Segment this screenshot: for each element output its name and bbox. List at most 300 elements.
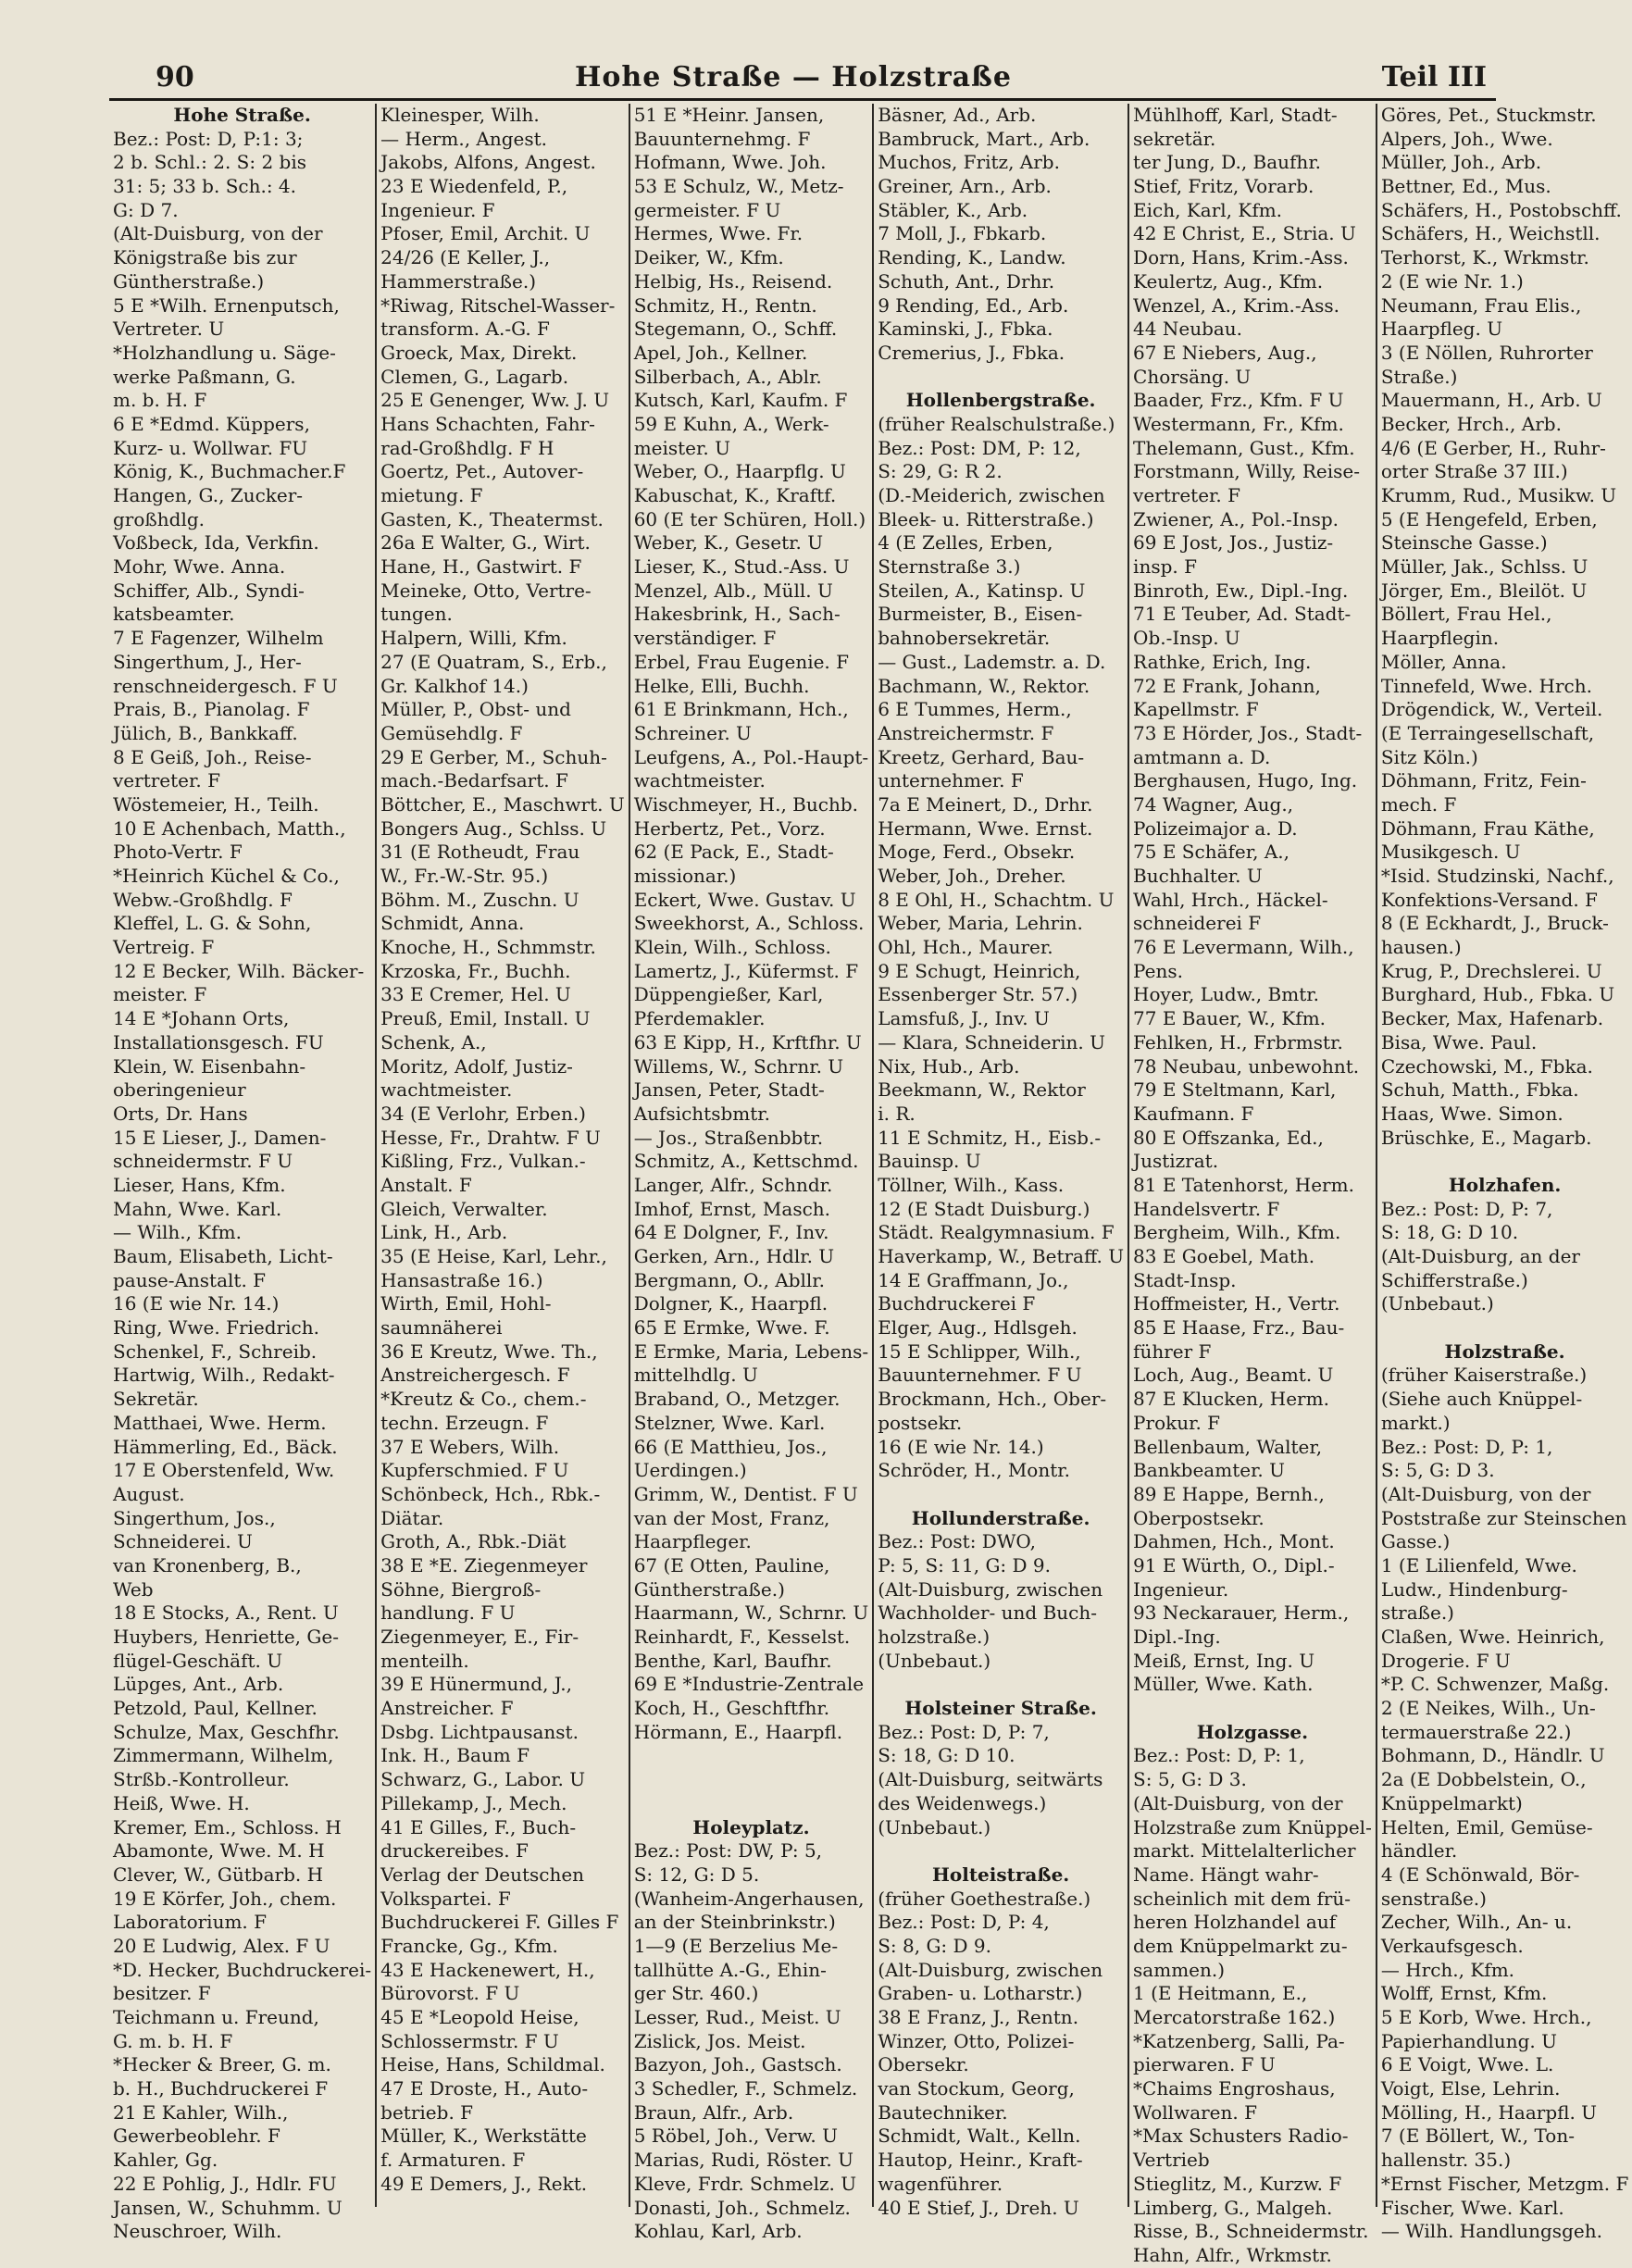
entry-line: 7a E Meinert, D., Drhr.	[878, 792, 1093, 816]
entry-line: Thelemann, Gust., Kfm.	[1133, 436, 1355, 459]
entry-line: Pens.	[1133, 959, 1183, 982]
entry-line: Bambruck, Mart., Arb.	[878, 127, 1090, 150]
entry-line: Preuß, Emil, Install. U	[380, 1007, 591, 1030]
entry-line: Schneiderei. U	[113, 1530, 253, 1553]
entry-line: W., Fr.-W.-Str. 95.)	[380, 865, 549, 887]
entry-line: 8 (E Eckhardt, J., Bruck-	[1380, 912, 1609, 935]
entry-line: Becker, Max, Hafenarb.	[1380, 1007, 1604, 1030]
entry-line: 15 E Schlipper, Wilh.,	[878, 1340, 1081, 1363]
entry-line: ter Jung, D., Baufhr.	[1133, 151, 1322, 174]
entry-line: Limberg, G., Malgeh.	[1133, 2196, 1333, 2219]
entry-line: P: 5, S: 11, G: D 9.	[878, 1553, 1051, 1576]
column-1	[109, 104, 375, 2243]
entry-line: Bez.: Post: D, P: 7,	[1380, 1197, 1553, 1220]
entry-line: *D. Hecker, Buchdruckerei-	[113, 1958, 372, 1981]
entry-line: Meineke, Otto, Vertre-	[380, 579, 592, 602]
entry-line: tungen.	[380, 603, 453, 626]
entry-line: König, K., Buchmacher.F	[113, 460, 346, 483]
entry-line: Wolff, Ernst, Kfm.	[1380, 1982, 1548, 2005]
entry-line: Möller, Anna.	[1380, 650, 1507, 673]
entry-line: Justizrat.	[1133, 1150, 1219, 1173]
entry-line: Clever, W., Gütbarb. H	[113, 1863, 324, 1886]
entry-line: mach.-Bedarfsart. F	[380, 769, 568, 792]
entry-line: Marias, Rudi, Röster. U	[633, 2149, 853, 2172]
entry-line: Bisa, Wwe. Paul.	[1380, 1030, 1538, 1053]
entry-line: 4/6 (E Gerber, H., Ruhr-	[1380, 436, 1606, 459]
entry-line: 67 (E Otten, Pauline,	[633, 1553, 830, 1576]
entry-line: 63 E Kipp, H., Krftfhr. U	[633, 1030, 862, 1053]
entry-line: Diätar.	[380, 1506, 444, 1529]
entry-line: S: 29, G: R 2.	[878, 460, 1003, 483]
entry-line: Hämmerling, Ed., Bäck.	[113, 1435, 338, 1458]
entry-line: Terhorst, K., Wrkmstr.	[1380, 246, 1589, 269]
entry-line: Schifferstraße.)	[1380, 1268, 1528, 1291]
entry-line: 53 E Schulz, W., Metz-	[633, 175, 844, 198]
entry-line: Zislick, Jos. Meist.	[633, 2029, 806, 2052]
directory-columns	[109, 104, 1629, 2266]
entry-line: Hammerstraße.)	[380, 269, 537, 293]
entry-line: — Herm., Angest.	[380, 127, 548, 150]
entry-line: 93 Neckarauer, Herm.,	[1133, 1601, 1350, 1625]
entry-line: Anstreicher. F	[380, 1697, 514, 1720]
entry-line: 18 E Stocks, A., Rent. U	[113, 1601, 339, 1625]
entry-line: Schenk, A.,	[380, 1030, 487, 1053]
entry-line: *Hecker & Breer, G. m.	[113, 2053, 331, 2076]
entry-line: 47 E Droste, H., Auto-	[380, 2077, 589, 2100]
entry-line: 44 Neubau.	[1133, 318, 1243, 341]
entry-line: Anstreichermstr. F	[878, 721, 1054, 744]
entry-line: m. b. H. F	[113, 389, 207, 412]
entry-line: Schmidt, Walt., Kelln.	[878, 2125, 1081, 2148]
entry-line: (Wanheim-Angerhausen,	[633, 1887, 865, 1910]
street-heading: Holzgasse.	[1196, 1720, 1309, 1743]
entry-line: 35 (E Heise, Karl, Lehr.,	[380, 1245, 607, 1267]
entry-line: Kreetz, Gerhard, Bau-	[878, 745, 1085, 768]
entry-line: *Holzhandlung u. Säge-	[113, 341, 336, 364]
entry-line: 71 E Teuber, Ad. Stadt-	[1133, 603, 1352, 626]
entry-line: Name. Hängt wahr-	[1133, 1863, 1319, 1886]
entry-line: 17 E Oberstenfeld, Ww.	[113, 1459, 335, 1482]
entry-line: Uerdingen.)	[633, 1459, 747, 1482]
entry-line: *Max Schusters Radio-	[1133, 2125, 1349, 2148]
entry-line: 19 E Körfer, Joh., chem.	[113, 1887, 337, 1910]
entry-line: wagenführer.	[878, 2172, 1003, 2195]
entry-line: (E Terraingesellschaft,	[1380, 721, 1595, 744]
entry-line: Burmeister, B., Eisen-	[878, 603, 1083, 626]
entry-line: Beekmann, W., Rektor	[878, 1078, 1086, 1102]
entry-line: Drögendick, W., Verteil.	[1380, 698, 1603, 721]
entry-line: Benthe, Karl, Baufhr.	[633, 1649, 832, 1672]
entry-line: Straße.)	[1380, 365, 1458, 388]
entry-line: Alpers, Joh., Wwe.	[1380, 127, 1553, 150]
entry-line: Dahmen, Hch., Mont.	[1133, 1530, 1335, 1553]
entry-line: 42 E Christ, E., Stria. U	[1133, 222, 1356, 245]
entry-line: Wenzel, A., Krim.-Ass.	[1133, 293, 1339, 317]
entry-line: Weber, O., Haarpflg. U	[633, 460, 846, 483]
entry-line: S: 8, G: D 9.	[878, 1934, 991, 1957]
entry-line: Silberbach, A., Ablr.	[633, 365, 822, 388]
entry-line: Krzoska, Fr., Buchh.	[380, 959, 571, 982]
entry-line: Weber, K., Gesetr. U	[633, 531, 824, 555]
entry-line: sekretär.	[1133, 127, 1216, 150]
entry-line: händler.	[1380, 1839, 1458, 1863]
entry-line: Sekretär.	[113, 1388, 199, 1411]
entry-line: Zecher, Wilh., An- u.	[1380, 1911, 1573, 1934]
entry-line: Lamsfuß, J., Inv. U	[878, 1007, 1050, 1030]
column-3	[629, 104, 873, 2243]
entry-line: Müller, P., Obst- und	[380, 698, 571, 721]
entry-line: Herbertz, Pet., Vorz.	[633, 816, 826, 840]
entry-line: Hangen, G., Zucker-	[113, 484, 304, 506]
entry-line: orter Straße 37 III.)	[1380, 460, 1568, 483]
entry-line: straße.)	[1380, 1601, 1454, 1625]
entry-line: Haarpfleg. U	[1380, 318, 1503, 341]
entry-line	[878, 1673, 1124, 1697]
entry-line: Bäsner, Ad., Arb.	[878, 104, 1037, 126]
street-heading: Holteistraße.	[931, 1863, 1070, 1886]
entry-line: 91 E Würth, O., Dipl.-	[1133, 1553, 1335, 1576]
entry-line: Jansen, W., Schuhmm. U	[113, 2196, 343, 2219]
entry-line: Stelzner, Wwe. Karl.	[633, 1411, 826, 1434]
entry-line: 2 b. Schl.: 2. S: 2 bis	[113, 151, 307, 174]
entry-line: Böttcher, E., Maschwrt. U	[380, 792, 625, 816]
entry-line: Schreiner. U	[633, 721, 752, 744]
entry-line: Aufsichtsbmtr.	[633, 1102, 770, 1125]
entry-line: Knüppelmarkt)	[1380, 1791, 1523, 1814]
entry-line: Singerthum, J., Her-	[113, 650, 302, 673]
entry-line: S: 18, G: D 10.	[1380, 1221, 1519, 1244]
entry-line: Matthaei, Wwe. Herm.	[113, 1411, 327, 1434]
entry-line: senstraße.)	[1380, 1887, 1487, 1910]
entry-line: Grimm, W., Dentist. F U	[633, 1482, 858, 1505]
street-heading: Hohe Straße.	[173, 104, 311, 126]
entry-line: Sweekhorst, A., Schloss.	[633, 912, 865, 935]
entry-line: Dolgner, K., Haarpfl.	[633, 1292, 828, 1315]
entry-line: 85 E Haase, Frz., Bau-	[1133, 1316, 1345, 1340]
entry-line: Handelsvertr. F	[1133, 1197, 1280, 1220]
street-heading: Holsteiner Straße.	[904, 1697, 1097, 1720]
entry-line	[1133, 1697, 1372, 1721]
entry-line: 69 E Jost, Jos., Justiz-	[1133, 531, 1334, 555]
entry-line: Gemüsehdlg. F	[380, 721, 523, 744]
entry-line	[634, 1792, 869, 1816]
entry-line: druckereibes. F	[380, 1839, 529, 1863]
entry-line: Poststraße zur Steinschen	[1380, 1506, 1627, 1529]
entry-line: mech. F	[1380, 792, 1457, 816]
entry-line: Eich, Karl, Kfm.	[1133, 198, 1283, 221]
entry-line: *P. C. Schwenzer, Maßg.	[1380, 1673, 1610, 1696]
entry-line: S: 5, G: D 3.	[1133, 1768, 1247, 1791]
entry-line: 25 E Genenger, Ww. J. U	[380, 389, 610, 412]
entry-line: Brüschke, E., Magarb.	[1380, 1126, 1592, 1149]
entry-line: Bleek- u. Ritterstraße.)	[878, 507, 1094, 530]
entry-line: Elger, Aug., Hdlsgeh.	[878, 1316, 1078, 1340]
street-heading: Hollenbergstraße.	[905, 389, 1096, 412]
entry-line: Rathke, Erich, Ing.	[1133, 650, 1312, 673]
entry-line: 81 E Tatenhorst, Herm.	[1133, 1173, 1354, 1196]
entry-line: 2 (E wie Nr. 1.)	[1380, 269, 1524, 293]
entry-line: vertreter. F	[1133, 484, 1241, 506]
entry-line: Verlag der Deutschen	[380, 1863, 585, 1886]
entry-line: 31 (E Rotheudt, Frau	[380, 841, 580, 864]
entry-line: 10 E Achenbach, Matth.,	[113, 816, 346, 840]
entry-line: Städt. Realgymnasium. F	[878, 1221, 1115, 1244]
entry-line: Neumann, Frau Elis.,	[1380, 293, 1582, 317]
entry-line: Sitz Köln.)	[1380, 745, 1478, 768]
entry-line: 20 E Ludwig, Alex. F U	[113, 1934, 330, 1957]
entry-line: Burghard, Hub., Fbka. U	[1380, 983, 1615, 1006]
entry-line: (früher Realschulstraße.)	[878, 412, 1115, 435]
entry-line: Schwarz, G., Labor. U	[380, 1768, 586, 1791]
entry-line: Anstreichergesch. F	[380, 1364, 570, 1387]
entry-line: 3 (E Nöllen, Ruhrorter	[1380, 341, 1593, 364]
entry-line: Schenkel, F., Schreib.	[113, 1340, 318, 1363]
entry-line: Helbig, Hs., Reisend.	[633, 269, 833, 293]
entry-line: Stadt-Insp.	[1133, 1268, 1237, 1291]
entry-line: 80 E Offszanka, Ed.,	[1133, 1126, 1324, 1149]
entry-line	[634, 1744, 869, 1768]
entry-line: Berghausen, Hugo, Ing.	[1133, 769, 1358, 792]
entry-line: 21 E Kahler, Wilh.,	[113, 2100, 289, 2124]
entry-line: Bettner, Ed., Mus.	[1380, 175, 1551, 198]
entry-line: 12 (E Stadt Duisburg.)	[878, 1197, 1090, 1220]
entry-line: Lüpges, Ant., Arb.	[113, 1673, 284, 1696]
entry-line: Buchdruckerei F. Gilles F	[380, 1911, 619, 1934]
entry-line: Imhof, Ernst, Masch.	[633, 1197, 831, 1220]
entry-line: 61 E Brinkmann, Hch.,	[633, 698, 849, 721]
entry-line: Apel, Joh., Kellner.	[633, 341, 808, 364]
entry-line: (früher Kaiserstraße.)	[1380, 1364, 1588, 1387]
entry-line: Becker, Hrch., Arb.	[1380, 412, 1562, 435]
entry-line: Ziegenmeyer, E., Fir-	[380, 1626, 579, 1648]
entry-line: August.	[113, 1482, 185, 1505]
entry-line: vertreter. F	[113, 769, 220, 792]
entry-line: 37 E Webers, Wilh.	[380, 1435, 560, 1458]
entry-line: Oberpostsekr.	[1133, 1506, 1264, 1529]
entry-line: (Unbebaut.)	[1380, 1292, 1494, 1315]
entry-line: Bongers Aug., Schlss. U	[380, 816, 607, 840]
entry-line: 6 E *Edmd. Küppers,	[113, 412, 310, 435]
entry-line: Kupferschmied. F U	[380, 1459, 569, 1482]
entry-line: Bürovorst. F U	[380, 1982, 520, 2005]
entry-line: Bez.: Post: D, P: 1,	[1380, 1435, 1553, 1458]
entry-line: Steilen, A., Katinsp. U	[878, 579, 1086, 602]
entry-line: Wirth, Emil, Hohl-	[380, 1292, 552, 1315]
entry-line: Haarpfleger.	[633, 1530, 752, 1553]
entry-line: van Kronenberg, B.,	[113, 1553, 302, 1576]
entry-line: 34 (E Verlohr, Erben.)	[380, 1102, 586, 1125]
column-4	[872, 104, 1127, 2219]
entry-line: Kutsch, Karl, Kaufm. F	[633, 389, 848, 412]
entry-line: menteilh.	[380, 1649, 469, 1672]
entry-line: 66 (E Matthieu, Jos.,	[633, 1435, 828, 1458]
entry-line: Schulze, Max, Geschfhr.	[113, 1720, 340, 1743]
entry-line: Claßen, Wwe. Heinrich,	[1380, 1626, 1605, 1648]
entry-line: Musikgesch. U	[1380, 841, 1521, 864]
entry-line: 5 Röbel, Joh., Verw. U	[633, 2125, 838, 2148]
entry-line: Prais, B., Pianolag. F	[113, 698, 310, 721]
entry-line: Prokur. F	[1133, 1411, 1221, 1434]
entry-line	[634, 1768, 869, 1792]
entry-line: Bellenbaum, Walter,	[1133, 1435, 1323, 1458]
entry-line: Döhmann, Fritz, Fein-	[1380, 769, 1587, 792]
entry-line: 16 (E wie Nr. 14.)	[113, 1292, 280, 1315]
entry-line: — Wilh., Kfm.	[113, 1221, 242, 1244]
entry-line: mittelhdlg. U	[633, 1364, 758, 1387]
entry-line: Heiß, Wwe. H.	[113, 1791, 250, 1814]
entry-line: Müller, Wwe. Kath.	[1133, 1673, 1314, 1696]
entry-line: Hakesbrink, H., Sach-	[633, 603, 841, 626]
entry-line: 39 E Hünermund, J.,	[380, 1673, 572, 1696]
entry-line: Vertrieb	[1133, 2149, 1210, 2172]
entry-line: S: 5, G: D 3.	[1380, 1459, 1495, 1482]
entry-line: Willems, W., Schrnr. U	[633, 1054, 844, 1078]
entry-line: Hermann, Wwe. Ernst.	[878, 816, 1093, 840]
entry-line: Kohlau, Karl, Arb.	[633, 2220, 803, 2243]
entry-line: 6 E Tummes, Herm.,	[878, 698, 1072, 721]
entry-line: Bez.: Post: D, P:1: 3;	[113, 127, 304, 150]
entry-line: Brockmann, Hch., Ober-	[878, 1388, 1107, 1411]
entry-line: Jansen, Peter, Stadt-	[633, 1078, 825, 1102]
entry-line: Krug, P., Drechslerei. U	[1380, 959, 1602, 982]
entry-line: (Alt-Duisburg, von der	[113, 222, 323, 245]
entry-line: Muchos, Fritz, Arb.	[878, 151, 1060, 174]
entry-line: 78 Neubau, unbewohnt.	[1133, 1054, 1360, 1078]
entry-line: Anstalt. F	[380, 1173, 472, 1196]
entry-line: — Klara, Schneiderin. U	[878, 1030, 1105, 1053]
entry-line	[878, 1839, 1124, 1863]
entry-line: Hofmann, Wwe. Joh.	[633, 151, 827, 174]
entry-line: 1 (E Heitmann, E.,	[1133, 1982, 1308, 2005]
street-heading: Holzstraße.	[1444, 1340, 1565, 1363]
entry-line: Pferdemakler.	[633, 1007, 766, 1030]
entry-line: Kahler, Gg.	[113, 2149, 218, 2172]
entry-line: van der Most, Franz,	[633, 1506, 830, 1529]
entry-line: Mölling, H., Haarpfl. U	[1380, 2100, 1598, 2124]
entry-line: Kapellmstr. F	[1133, 698, 1259, 721]
entry-line: Teichmann u. Freund,	[113, 2006, 319, 2028]
entry-line: Tinnefeld, Wwe. Hrch.	[1380, 674, 1592, 697]
entry-line: postsekr.	[878, 1411, 963, 1434]
entry-line: 74 Wagner, Aug.,	[1133, 792, 1294, 816]
entry-line: Bez.: Post: D, P: 4,	[878, 1911, 1050, 1934]
entry-line: 24/26 (E Keller, J.,	[380, 246, 551, 269]
entry-line: Mühlhoff, Karl, Stadt-	[1133, 104, 1338, 126]
entry-line: Helten, Emil, Gemüse-	[1380, 1815, 1593, 1838]
entry-line: 14 E *Johann Orts,	[113, 1007, 290, 1030]
entry-line: Jülich, B., Bankkaff.	[113, 721, 298, 744]
entry-line: Pfoser, Emil, Archit. U	[380, 222, 591, 245]
entry-line: Hans Schachten, Fahr-	[380, 412, 595, 435]
entry-line: Lesser, Rud., Meist. U	[633, 2006, 841, 2028]
entry-line: Petzold, Paul, Kellner.	[113, 1697, 318, 1720]
entry-line: 7 (E Böllert, W., Ton-	[1380, 2125, 1575, 2148]
entry-line: (Unbebaut.)	[878, 1815, 991, 1838]
entry-line: Obersekr.	[878, 2053, 969, 2076]
entry-line: Güntherstraße.)	[633, 1577, 785, 1601]
entry-line: 5 (E Hengefeld, Erben,	[1380, 507, 1598, 530]
entry-line: 26a E Walter, G., Wirt.	[380, 531, 591, 555]
entry-line: meister. U	[633, 436, 730, 459]
entry-line: 45 E *Leopold Heise,	[380, 2006, 579, 2028]
entry-line: 7 E Fagenzer, Wilhelm	[113, 627, 324, 650]
entry-line: Nix, Hub., Arb.	[878, 1054, 1020, 1078]
street-heading: Hollunderstraße.	[911, 1506, 1090, 1529]
entry-line: 29 E Gerber, M., Schuh-	[380, 745, 607, 768]
entry-line: Gewerbeoblehr. F	[113, 2125, 280, 2148]
entry-line: *Riwag, Ritschel-Wasser-	[380, 293, 616, 317]
entry-line: Photo-Vertr. F	[113, 841, 243, 864]
header-rule	[109, 98, 1496, 101]
entry-line: 14 E Graffmann, Jo.,	[878, 1268, 1069, 1291]
entry-line: 2 (E Neikes, Wilh., Un-	[1380, 1697, 1596, 1720]
entry-line: Lieser, Hans, Kfm.	[113, 1173, 286, 1196]
entry-line: Westermann, Fr., Kfm.	[1133, 412, 1344, 435]
entry-line: b. H., Buchdruckerei F	[113, 2077, 329, 2100]
entry-line: Donasti, Joh., Schmelz.	[633, 2196, 851, 2219]
entry-line: transform. A.-G. F	[380, 318, 550, 341]
entry-line: Baader, Frz., Kfm. F U	[1133, 389, 1344, 412]
entry-line: markt.)	[1380, 1411, 1451, 1434]
entry-line: Clemen, G., Lagarb.	[380, 365, 569, 388]
entry-line: Pillekamp, J., Mech.	[380, 1791, 567, 1814]
entry-line: (Siehe auch Knüppel-	[1380, 1388, 1583, 1411]
entry-line: Wöstemeier, H., Teilh.	[113, 792, 319, 816]
entry-line: Kleinesper, Wilh.	[380, 104, 540, 126]
entry-line: mietung. F	[380, 484, 483, 506]
entry-line: Hahn, Alfr., Wrkmstr.	[1133, 2243, 1332, 2266]
entry-line: an der Steinbrinkstr.)	[633, 1911, 836, 1934]
entry-line: Böllert, Frau Hel.,	[1380, 603, 1552, 626]
entry-line: Stegemann, O., Schff.	[633, 318, 838, 341]
entry-line: Moritz, Adolf, Justiz-	[380, 1054, 573, 1078]
entry-line: G: D 7.	[113, 198, 179, 221]
entry-line: (Alt-Duisburg, von der	[1133, 1791, 1343, 1814]
entry-line: van Stockum, Georg,	[878, 2077, 1075, 2100]
entry-line: Bez.: Post: DW, P: 5,	[633, 1839, 823, 1863]
entry-line: 69 E *Industrie-Zentrale	[633, 1673, 865, 1696]
entry-line: Menzel, Alb., Müll. U	[633, 579, 833, 602]
entry-line: Hane, H., Gastwirt. F	[380, 555, 582, 579]
entry-line: Mauermann, H., Arb. U	[1380, 389, 1602, 412]
entry-line: *Katzenberg, Salli, Pa-	[1133, 2029, 1345, 2052]
entry-line: Papierhandlung. U	[1380, 2029, 1557, 2052]
entry-line: Essenberger Str. 57.)	[878, 983, 1078, 1006]
entry-line: Langer, Alfr., Schndr.	[633, 1173, 833, 1196]
entry-line: Rending, K., Landw.	[878, 246, 1066, 269]
entry-line: 27 (E Quatram, S., Erb.,	[380, 650, 607, 673]
entry-line: 23 E Wiedenfeld, P.,	[380, 175, 568, 198]
entry-line: Konfektions-Versand. F	[1380, 888, 1598, 911]
entry-line: Bez.: Post: DWO,	[878, 1530, 1036, 1553]
entry-line: Kaminski, J., Fbka.	[878, 318, 1053, 341]
entry-line: 83 E Goebel, Math.	[1133, 1245, 1315, 1267]
entry-line: Installationsgesch. FU	[113, 1030, 324, 1053]
entry-line: Drogerie. F U	[1380, 1649, 1511, 1672]
entry-line: Lieser, K., Stud.-Ass. U	[633, 555, 850, 579]
entry-line: Düppengießer, Karl,	[633, 983, 824, 1006]
entry-line: Webw.-Großhdlg. F	[113, 888, 293, 911]
entry-line: Dsbg. Lichtpausanst.	[380, 1720, 579, 1743]
entry-line: meister. F	[113, 983, 207, 1006]
entry-line: (Alt-Duisburg, zwischen	[878, 1577, 1103, 1601]
entry-line: ger Str. 460.)	[633, 1982, 759, 2005]
entry-line: hausen.)	[1380, 936, 1462, 959]
entry-line: Bergheim, Wilh., Kfm.	[1133, 1221, 1341, 1244]
entry-line: Bauunternehmg. F	[633, 127, 811, 150]
entry-line: Gerken, Arn., Hdlr. U	[633, 1245, 835, 1267]
entry-line: Bauunternehmer. F U	[878, 1364, 1082, 1387]
